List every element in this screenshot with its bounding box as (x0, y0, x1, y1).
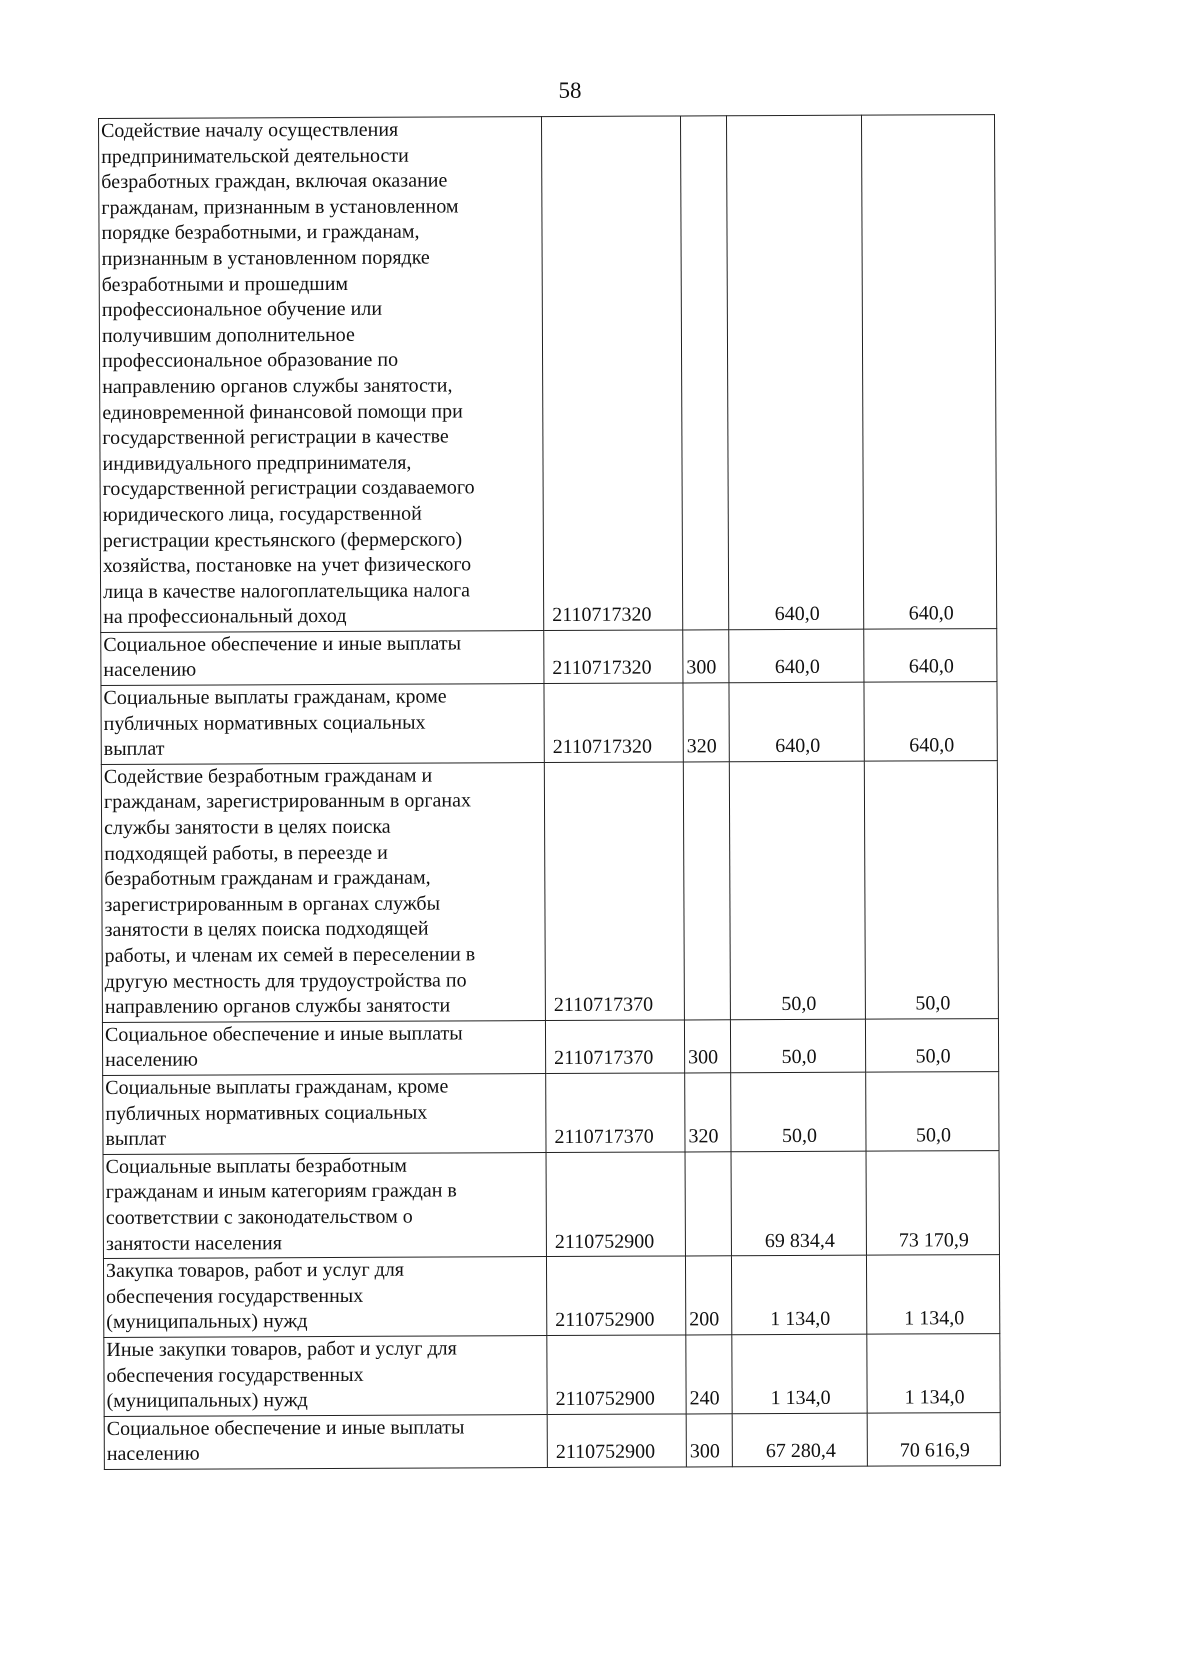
amount-year-1: 50,0 (731, 1072, 866, 1151)
description-line: безработных граждан, включая оказание (101, 169, 448, 194)
table-row (101, 628, 997, 685)
row-description (102, 1020, 545, 1075)
table-row (104, 1333, 1000, 1416)
target-article-code: 2110752900 (547, 1414, 686, 1468)
description-line: Социальные выплаты гражданам, кроме (105, 1075, 449, 1099)
table-row (101, 760, 998, 1022)
expense-type-code (685, 1151, 731, 1256)
amount-year-2: 640,0 (864, 682, 997, 761)
description-line: Социальные выплаты гражданам, кроме (103, 685, 447, 710)
description-line: единовременной финансовой помощи при (102, 399, 463, 424)
target-article-code: 2110752900 (546, 1152, 685, 1257)
description-line: профессиональное обучение или (101, 297, 383, 322)
amount-year-1: 640,0 (726, 115, 863, 629)
description-line: обеспечения государственных (106, 1363, 364, 1387)
table-row (101, 682, 997, 765)
description-line: Социальное обеспечение и иные выплаты (103, 632, 462, 656)
expense-type-code: 320 (685, 1073, 731, 1152)
table-row (102, 1018, 998, 1075)
description-line: соответствии с законодательством о (105, 1205, 413, 1229)
description-line: индивидуального предпринимателя, (102, 451, 412, 475)
description-line: Социальное обеспечение и иные выплаты (106, 1416, 465, 1440)
table-row (104, 1412, 1000, 1469)
target-article-code: 2110717320 (544, 683, 683, 762)
expense-type-code: 300 (683, 630, 729, 683)
amount-year-2: 73 170,9 (866, 1150, 999, 1255)
description-line: государственной регистрации создаваемого (102, 476, 475, 501)
description-line: занятости в целях поиска подходящей (104, 917, 429, 942)
description-line: выплат (103, 737, 165, 761)
description-line: службы занятости в целях поиска (104, 815, 391, 840)
description-line: публичных нормативных социальных (105, 1101, 428, 1125)
row-description (101, 762, 545, 1022)
table-row (103, 1072, 999, 1155)
target-article-code: 2110752900 (547, 1335, 686, 1414)
expense-type-code: 300 (684, 1020, 730, 1073)
table-row (103, 1255, 999, 1338)
expense-type-code: 240 (686, 1335, 732, 1414)
amount-year-2: 640,0 (864, 628, 997, 682)
description-line: юридического лица, государственной (102, 502, 422, 526)
description-line: Иные закупки товаров, работ и услуг для (106, 1337, 457, 1361)
description-line: государственной регистрации в качестве (102, 425, 449, 450)
amount-year-1: 640,0 (729, 682, 864, 761)
description-line: хозяйства, постановке на учет физического (102, 553, 472, 578)
description-line: признанным в установленном порядке (101, 246, 430, 270)
description-line: профессиональное образование по (102, 349, 399, 373)
target-article-code: 2110717370 (546, 1073, 685, 1152)
description-line: порядке безработными, и гражданам, (101, 220, 420, 245)
row-description (104, 1335, 547, 1416)
description-line: лица в качестве налогоплательщика налога (103, 579, 470, 603)
description-line: направлению органов службы занятости, (102, 374, 453, 398)
description-line: (муниципальных) нужд (106, 1310, 308, 1334)
amount-year-1: 67 280,4 (732, 1413, 867, 1467)
description-line: работы, и членам их семей в переселении в (104, 943, 476, 967)
amount-year-2: 70 616,9 (867, 1412, 1000, 1466)
row-description (103, 1074, 546, 1155)
budget-table-body (99, 115, 1001, 1470)
expense-type-code: 320 (683, 683, 729, 762)
description-line: гражданам, признанным в установленном (101, 195, 459, 219)
description-line: населению (105, 1048, 198, 1072)
description-line: выплат (105, 1127, 167, 1151)
description-line: другую местность для трудоустройства по (104, 968, 467, 993)
amount-year-1: 69 834,4 (731, 1151, 866, 1256)
description-line: Содействие безработным гражданам и (103, 764, 433, 788)
description-line: Социальные выплаты безработным (105, 1154, 407, 1178)
amount-year-1: 50,0 (729, 761, 865, 1020)
row-description (101, 684, 544, 765)
description-line: зарегистрированным в органах службы (104, 892, 441, 916)
target-article-code: 2110717320 (544, 630, 683, 684)
description-line: получившим дополнительное (101, 323, 355, 347)
page-number: 58 (558, 78, 582, 103)
amount-year-2: 1 134,0 (867, 1333, 1000, 1412)
expense-type-code: 300 (686, 1413, 732, 1466)
row-description (101, 630, 544, 685)
amount-year-1: 640,0 (729, 629, 864, 683)
description-line: обеспечения государственных (106, 1284, 364, 1308)
amount-year-2: 50,0 (865, 1018, 998, 1072)
expense-type-code: 200 (685, 1256, 731, 1335)
description-line: населению (103, 659, 197, 682)
description-line: гражданам, зарегистрированным в органах (103, 789, 472, 814)
row-description (104, 1414, 547, 1469)
description-line: предпринимательской деятельности (101, 144, 409, 168)
description-line: безработным гражданам и гражданам, (104, 866, 431, 891)
description-line: подходящей работы, в переезде и (104, 841, 388, 865)
target-article-code: 2110717370 (544, 762, 684, 1021)
description-line: Социальное обеспечение и иные выплаты (104, 1022, 463, 1046)
row-description (99, 117, 544, 633)
description-line: населению (106, 1442, 200, 1466)
amount-year-1: 1 134,0 (731, 1255, 866, 1334)
amount-year-1: 50,0 (730, 1019, 865, 1073)
amount-year-1: 1 134,0 (732, 1334, 867, 1413)
amount-year-2: 1 134,0 (866, 1255, 999, 1334)
description-line: гражданам и иным категориям граждан в (105, 1179, 457, 1204)
target-article-code: 2110717320 (541, 116, 682, 630)
description-line: регистрации крестьянского (фермерского) (102, 527, 463, 552)
budget-table (98, 114, 1001, 1470)
description-line: Закупка товаров, работ и услуг для (105, 1258, 405, 1283)
description-line: занятости населения (105, 1231, 282, 1255)
target-article-code: 2110752900 (546, 1256, 685, 1335)
amount-year-2: 50,0 (864, 760, 998, 1019)
description-line: безработными и прошедшим (101, 272, 349, 296)
description-line: направлению органов службы занятости (104, 994, 451, 1019)
target-article-code: 2110717370 (545, 1020, 684, 1074)
description-line: (муниципальных) нужд (106, 1389, 308, 1413)
row-description (103, 1257, 546, 1338)
table-row (99, 115, 997, 633)
table-row (103, 1150, 999, 1258)
amount-year-2: 640,0 (861, 115, 996, 629)
amount-year-2: 50,0 (866, 1072, 999, 1151)
description-line: публичных нормативных социальных (103, 711, 426, 735)
description-line: Содействие началу осуществления (101, 118, 399, 142)
expense-type-code (683, 762, 730, 1020)
description-line: на профессиональный доход (103, 605, 347, 629)
expense-type-code (680, 116, 728, 630)
row-description (103, 1152, 546, 1258)
